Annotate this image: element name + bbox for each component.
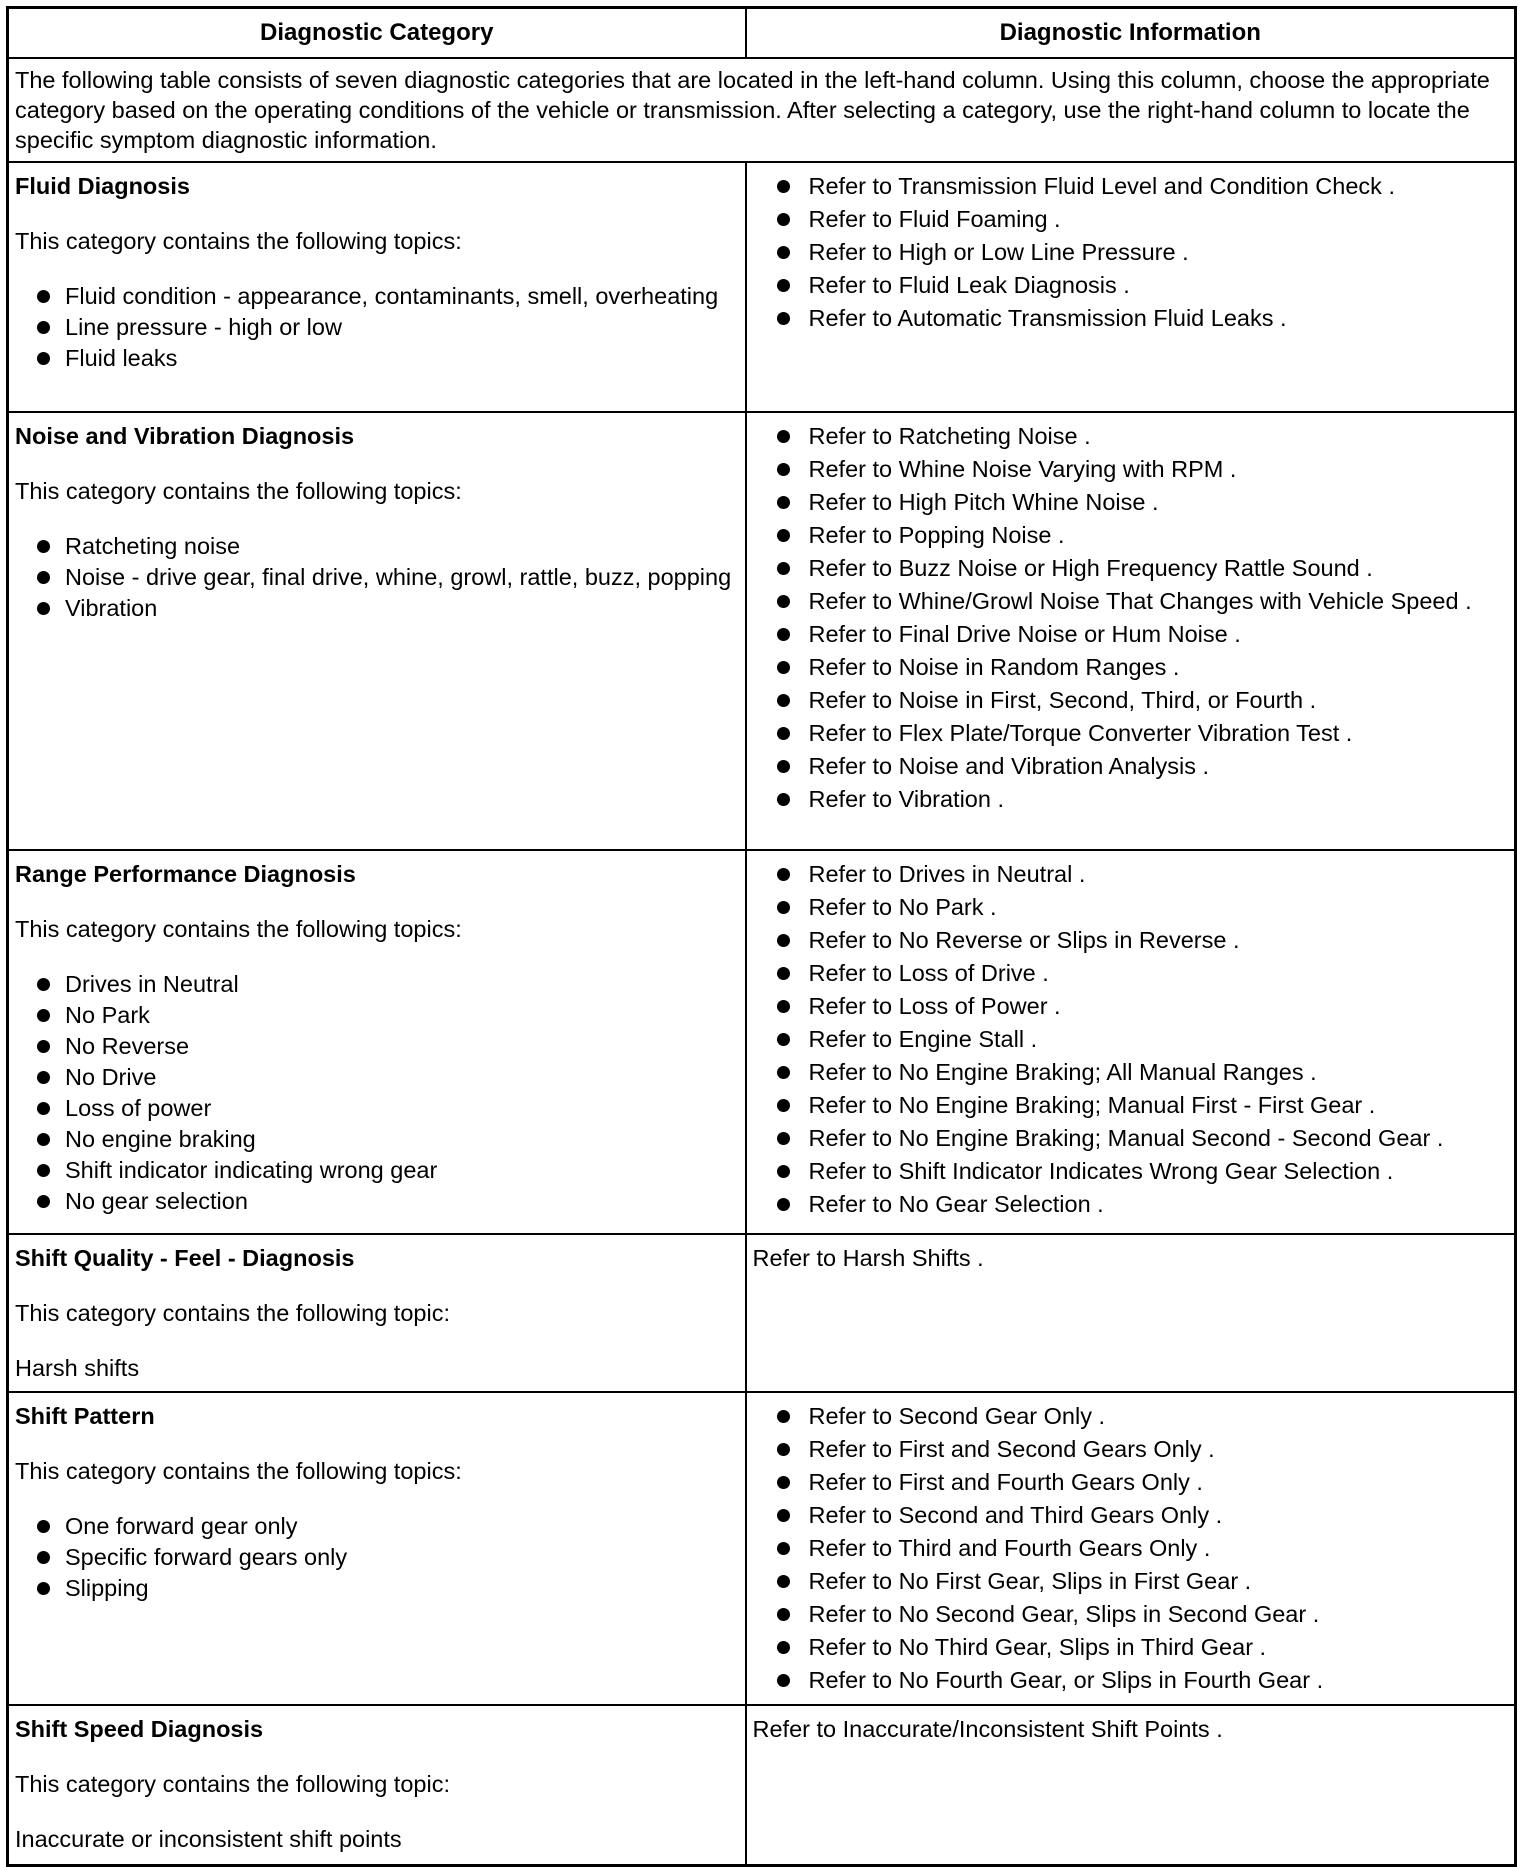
category-description: This category contains the following topic: — [15, 1300, 450, 1326]
list-item: Vibration — [15, 593, 739, 624]
list-item: Fluid condition - appearance, contaminants, smell, overheating — [15, 281, 739, 312]
reference-link[interactable]: Refer to High Pitch Whine Noise . — [753, 487, 1509, 518]
information-cell — [746, 1234, 1516, 1392]
list-item: No Reverse — [15, 1031, 739, 1062]
table-row — [8, 1392, 1516, 1705]
topic-list — [15, 1511, 739, 1604]
table-row — [8, 1705, 1516, 1866]
category-title: Noise and Vibration Diagnosis — [15, 423, 355, 449]
reference-link[interactable]: Refer to Automatic Transmission Fluid Leaks . — [753, 303, 1509, 334]
category-title: Shift Pattern — [15, 1403, 155, 1429]
list-item: Drives in Neutral — [15, 969, 739, 1000]
list-item: No Drive — [15, 1062, 739, 1093]
category-title: Range Performance Diagnosis — [15, 861, 356, 887]
list-item: Loss of power — [15, 1093, 739, 1124]
list-item: Shift indicator indicating wrong gear — [15, 1155, 739, 1186]
information-cell — [746, 162, 1516, 412]
reference-link[interactable]: Refer to Ratcheting Noise . — [753, 421, 1509, 452]
category-cell — [8, 1705, 746, 1866]
list-item: No engine braking — [15, 1124, 739, 1155]
reference-link[interactable]: Refer to No Engine Braking; Manual Second - Second Gear . — [753, 1123, 1509, 1154]
list-item: Fluid leaks — [15, 343, 739, 374]
information-cell — [746, 412, 1516, 850]
category-cell — [8, 162, 746, 412]
information-cell — [746, 1705, 1516, 1866]
reference-link[interactable]: Refer to Noise in Random Ranges . — [753, 652, 1509, 683]
category-cell — [8, 1234, 746, 1392]
category-title: Shift Quality - Feel - Diagnosis — [15, 1245, 355, 1271]
reference-link[interactable]: Refer to No Reverse or Slips in Reverse . — [753, 925, 1509, 956]
reference-list — [753, 171, 1509, 334]
reference-link[interactable]: Refer to Noise and Vibration Analysis . — [753, 751, 1509, 782]
reference-link[interactable]: Refer to Final Drive Noise or Hum Noise . — [753, 619, 1509, 650]
topic-list — [15, 281, 739, 374]
reference-link[interactable]: Refer to Shift Indicator Indicates Wrong Gear Selection . — [753, 1156, 1509, 1187]
table-row — [8, 162, 1516, 412]
reference-link[interactable]: Refer to Flex Plate/Torque Converter Vibration Test . — [753, 718, 1509, 749]
category-description: This category contains the following topics: — [15, 228, 462, 254]
list-item: Line pressure - high or low — [15, 312, 739, 343]
reference-link[interactable]: Refer to Whine Noise Varying with RPM . — [753, 454, 1509, 485]
category-cell — [8, 850, 746, 1234]
category-cell — [8, 412, 746, 850]
reference-link[interactable]: Refer to No Fourth Gear, or Slips in Fourth Gear . — [753, 1665, 1509, 1696]
topic-list — [15, 969, 739, 1217]
table-row — [8, 1234, 1516, 1392]
list-item: Noise - drive gear, final drive, whine, growl, rattle, buzz, popping — [15, 562, 739, 593]
reference-link[interactable]: Refer to No First Gear, Slips in First Gear . — [753, 1566, 1509, 1597]
intro-text: The following table consists of seven diagnostic categories that are located in the left-hand column. Using this column, choose the appropriate category based on the operating conditions of the vehicle or transmission. After selecting a category, use the right-hand column to locate the specific symptom diagnostic information. — [8, 58, 1516, 162]
list-item: No gear selection — [15, 1186, 739, 1217]
category-description: This category contains the following topics: — [15, 916, 462, 942]
header-diagnostic-information: Diagnostic Information — [746, 8, 1516, 59]
document-page — [6, 6, 1514, 1867]
category-title: Shift Speed Diagnosis — [15, 1716, 264, 1742]
topic-text: Harsh shifts — [15, 1355, 140, 1381]
reference-link[interactable]: Refer to Noise in First, Second, Third, or Fourth . — [753, 685, 1509, 716]
reference-link[interactable]: Refer to Third and Fourth Gears Only . — [753, 1533, 1509, 1564]
reference-link[interactable]: Refer to No Second Gear, Slips in Second Gear . — [753, 1599, 1509, 1630]
reference-link[interactable]: Refer to Buzz Noise or High Frequency Rattle Sound . — [753, 553, 1509, 584]
category-description: This category contains the following topic: — [15, 1771, 450, 1797]
list-item: One forward gear only — [15, 1511, 739, 1542]
reference-link[interactable]: Refer to Second Gear Only . — [753, 1401, 1509, 1432]
diagnostic-table — [6, 6, 1517, 1867]
reference-link[interactable]: Refer to Second and Third Gears Only . — [753, 1500, 1509, 1531]
category-title: Fluid Diagnosis — [15, 173, 190, 199]
reference-link[interactable]: Refer to Drives in Neutral . — [753, 859, 1509, 890]
reference-link[interactable]: Refer to Whine/Growl Noise That Changes with Vehicle Speed . — [753, 586, 1509, 617]
reference-link[interactable]: Refer to Harsh Shifts . — [752, 1245, 984, 1271]
reference-link[interactable]: Refer to Inaccurate/Inconsistent Shift Points . — [752, 1716, 1223, 1742]
reference-link[interactable]: Refer to No Gear Selection . — [753, 1189, 1509, 1220]
reference-link[interactable]: Refer to First and Fourth Gears Only . — [753, 1467, 1509, 1498]
table-row — [8, 412, 1516, 850]
list-item: Slipping — [15, 1573, 739, 1604]
reference-link[interactable]: Refer to No Third Gear, Slips in Third Gear . — [753, 1632, 1509, 1663]
category-description: This category contains the following topics: — [15, 478, 462, 504]
information-cell — [746, 850, 1516, 1234]
category-description: This category contains the following topics: — [15, 1458, 462, 1484]
reference-link[interactable]: Refer to Engine Stall . — [753, 1024, 1509, 1055]
reference-link[interactable]: Refer to First and Second Gears Only . — [753, 1434, 1509, 1465]
intro-row — [8, 58, 1516, 162]
reference-link[interactable]: Refer to Fluid Foaming . — [753, 204, 1509, 235]
list-item: Specific forward gears only — [15, 1542, 739, 1573]
reference-list — [753, 1401, 1509, 1696]
reference-link[interactable]: Refer to No Park . — [753, 892, 1509, 923]
reference-link[interactable]: Refer to Loss of Power . — [753, 991, 1509, 1022]
header-diagnostic-category: Diagnostic Category — [8, 8, 746, 59]
topic-text: Inaccurate or inconsistent shift points — [15, 1826, 402, 1852]
reference-link[interactable]: Refer to No Engine Braking; Manual First - First Gear . — [753, 1090, 1509, 1121]
reference-link[interactable]: Refer to Fluid Leak Diagnosis . — [753, 270, 1509, 301]
reference-list — [753, 859, 1509, 1220]
header-row — [8, 8, 1516, 59]
reference-link[interactable]: Refer to High or Low Line Pressure . — [753, 237, 1509, 268]
reference-link[interactable]: Refer to Vibration . — [753, 784, 1509, 815]
reference-link[interactable]: Refer to Popping Noise . — [753, 520, 1509, 551]
reference-link[interactable]: Refer to No Engine Braking; All Manual Ranges . — [753, 1057, 1509, 1088]
list-item: Ratcheting noise — [15, 531, 739, 562]
table-row — [8, 850, 1516, 1234]
topic-list — [15, 531, 739, 624]
information-cell — [746, 1392, 1516, 1705]
category-cell — [8, 1392, 746, 1705]
reference-link[interactable]: Refer to Loss of Drive . — [753, 958, 1509, 989]
reference-list — [753, 421, 1509, 815]
reference-link[interactable]: Refer to Transmission Fluid Level and Condition Check . — [753, 171, 1509, 202]
list-item: No Park — [15, 1000, 739, 1031]
